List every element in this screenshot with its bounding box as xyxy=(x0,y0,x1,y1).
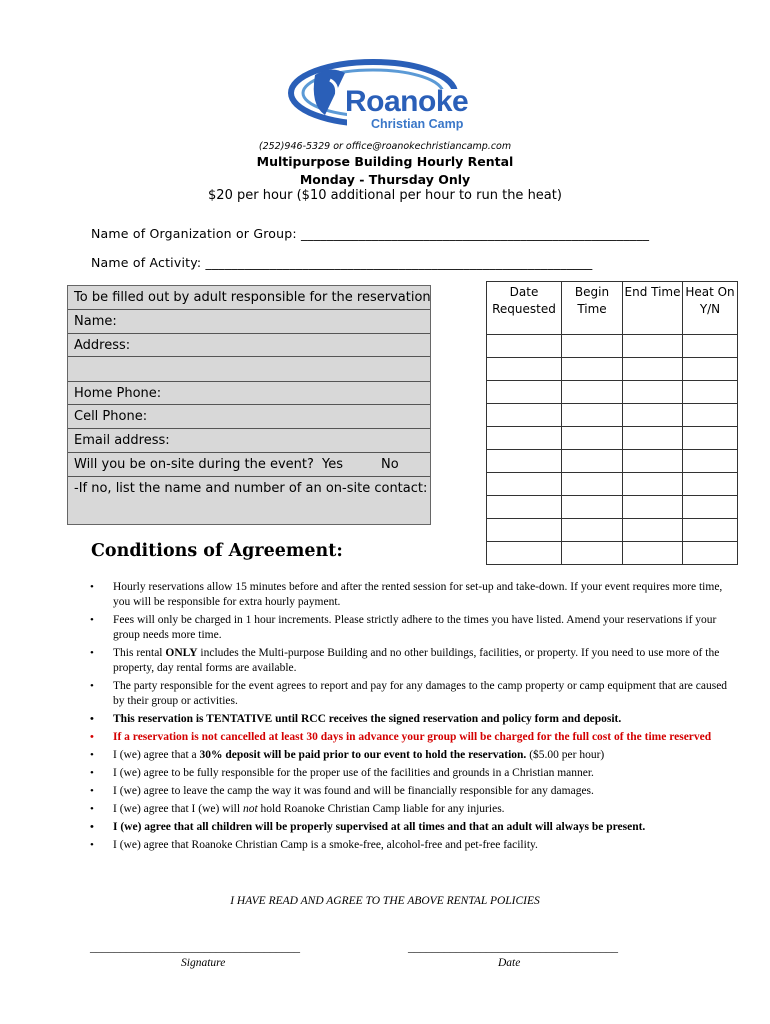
table-cell[interactable] xyxy=(623,519,683,542)
contact-info: (252)946-5329 or office@roanokechristiancamp.com xyxy=(258,141,512,152)
condition-item: • This reservation is TENTATIVE until RCC receives the signed reservation and policy form and deposit. xyxy=(90,712,730,727)
table-cell[interactable] xyxy=(562,496,623,519)
date-line[interactable]: ___________________________________ xyxy=(408,940,618,954)
table-cell[interactable] xyxy=(683,335,738,358)
cell-phone-field[interactable]: Cell Phone: xyxy=(68,405,430,429)
condition-item: • The party responsible for the event agrees to report and pay for any damages to the camp property or camp equipment that are caused by their group or activities. xyxy=(90,679,730,709)
table-cell[interactable] xyxy=(683,542,738,565)
col-heat-on: Heat On Y/N xyxy=(683,282,738,335)
table-cell[interactable] xyxy=(683,404,738,427)
onsite-contact-field[interactable]: -If no, list the name and number of an on-site contact: xyxy=(74,481,428,496)
reservation-dates-table xyxy=(486,281,738,565)
agreement-statement: I HAVE READ AND AGREE TO THE ABOVE RENTAL POLICIES xyxy=(230,895,540,907)
table-cell[interactable] xyxy=(683,381,738,404)
table-cell[interactable] xyxy=(487,335,562,358)
condition-item: • This rental ONLY includes the Multi-purpose Building and no other buildings, facilities, or property. If you need to use more of the property, day rental forms are available. xyxy=(90,646,730,676)
col-date-requested: Date Requested xyxy=(487,282,562,335)
table-cell[interactable] xyxy=(623,381,683,404)
table-cell[interactable] xyxy=(623,427,683,450)
onsite-question-row xyxy=(68,453,430,477)
table-cell[interactable] xyxy=(562,473,623,496)
infobox-heading: To be filled out by adult responsible for the reservation xyxy=(68,286,430,310)
condition-item: • I (we) agree that I (we) will not hold Roanoke Christian Camp liable for any injuries. xyxy=(90,802,730,817)
table-cell[interactable] xyxy=(623,358,683,381)
table-row xyxy=(487,358,738,381)
conditions-heading: Conditions of Agreement: xyxy=(91,541,343,561)
table-row xyxy=(487,519,738,542)
date-label: Date xyxy=(498,957,521,969)
col-end-time: End Time xyxy=(623,282,683,335)
name-field[interactable]: Name: xyxy=(68,310,430,334)
table-cell[interactable] xyxy=(562,381,623,404)
table-cell[interactable] xyxy=(623,404,683,427)
address-line-2[interactable] xyxy=(68,357,430,382)
table-cell[interactable] xyxy=(487,473,562,496)
table-cell[interactable] xyxy=(623,473,683,496)
rate-text: $20 per hour ($10 additional per hour to run the heat) xyxy=(208,188,562,203)
table-cell[interactable] xyxy=(623,496,683,519)
yes-option[interactable]: Yes xyxy=(322,457,343,472)
form-title: Multipurpose Building Hourly Rental xyxy=(256,154,514,169)
condition-item: • I (we) agree to leave the camp the way it was found and will be financially responsible for any damages. xyxy=(90,784,730,799)
table-row xyxy=(487,450,738,473)
table-header-row xyxy=(487,282,738,335)
no-option[interactable]: No xyxy=(381,457,399,472)
table-cell[interactable] xyxy=(562,450,623,473)
logo-subname: Christian Camp xyxy=(371,117,464,131)
table-cell[interactable] xyxy=(562,335,623,358)
table-cell[interactable] xyxy=(487,519,562,542)
table-row xyxy=(487,542,738,565)
table-cell[interactable] xyxy=(487,542,562,565)
table-row xyxy=(487,496,738,519)
signature-line[interactable]: ___________________________________ xyxy=(90,940,300,954)
table-cell[interactable] xyxy=(623,450,683,473)
form-subtitle: Monday - Thursday Only xyxy=(299,172,471,187)
table-cell[interactable] xyxy=(487,404,562,427)
table-cell[interactable] xyxy=(487,427,562,450)
table-cell[interactable] xyxy=(487,358,562,381)
condition-item: • If a reservation is not cancelled at least 30 days in advance your group will be charged for the full cost of the time reserved xyxy=(90,730,730,745)
responsible-adult-box xyxy=(67,285,431,525)
home-phone-field[interactable]: Home Phone: xyxy=(68,382,430,405)
table-cell[interactable] xyxy=(562,358,623,381)
table-body xyxy=(487,335,738,565)
condition-item: • I (we) agree that a 30% deposit will be paid prior to our event to hold the reservation. ($5.00 per hour) xyxy=(90,748,730,763)
table-cell[interactable] xyxy=(683,496,738,519)
col-begin-time: Begin Time xyxy=(562,282,623,335)
signature-label: Signature xyxy=(181,957,226,969)
organization-field[interactable]: Name of Organization or Group: ______________________________________________________ xyxy=(91,226,650,241)
table-cell[interactable] xyxy=(683,358,738,381)
table-cell[interactable] xyxy=(487,381,562,404)
table-row xyxy=(487,381,738,404)
table-row xyxy=(487,473,738,496)
logo-name: Roanoke xyxy=(345,85,469,118)
condition-item: • Fees will only be charged in 1 hour increments. Please strictly adhere to the times you have listed. Amend your reservations if your group needs more time. xyxy=(90,613,730,643)
table-cell[interactable] xyxy=(623,335,683,358)
table-cell[interactable] xyxy=(623,542,683,565)
email-field[interactable]: Email address: xyxy=(68,429,430,453)
condition-item: • I (we) agree that Roanoke Christian Camp is a smoke-free, alcohol-free and pet-free facility. xyxy=(90,838,730,853)
activity-field[interactable]: Name of Activity: ____________________________________________________________ xyxy=(91,255,593,270)
condition-item: • I (we) agree to be fully responsible for the proper use of the facilities and grounds in a Christian manner. xyxy=(90,766,730,781)
table-cell[interactable] xyxy=(562,404,623,427)
table-cell[interactable] xyxy=(683,473,738,496)
table-cell[interactable] xyxy=(562,542,623,565)
table-cell[interactable] xyxy=(683,450,738,473)
table-cell[interactable] xyxy=(487,496,562,519)
condition-item: • Hourly reservations allow 15 minutes before and after the rented session for set-up and take-down. If your event requires more time, you will be responsible for extra hourly payment. xyxy=(90,580,730,610)
camp-logo xyxy=(285,55,490,135)
table-row xyxy=(487,335,738,358)
table-cell[interactable] xyxy=(487,450,562,473)
table-cell[interactable] xyxy=(562,427,623,450)
table-cell[interactable] xyxy=(562,519,623,542)
address-field[interactable]: Address: xyxy=(68,334,430,357)
conditions-list xyxy=(90,580,730,856)
table-row xyxy=(487,427,738,450)
condition-item: • I (we) agree that all children will be properly supervised at all times and that an adult will always be present. xyxy=(90,820,730,835)
table-cell[interactable] xyxy=(683,427,738,450)
table-row xyxy=(487,404,738,427)
onsite-question: Will you be on-site during the event? xyxy=(74,457,314,472)
table-cell[interactable] xyxy=(683,519,738,542)
